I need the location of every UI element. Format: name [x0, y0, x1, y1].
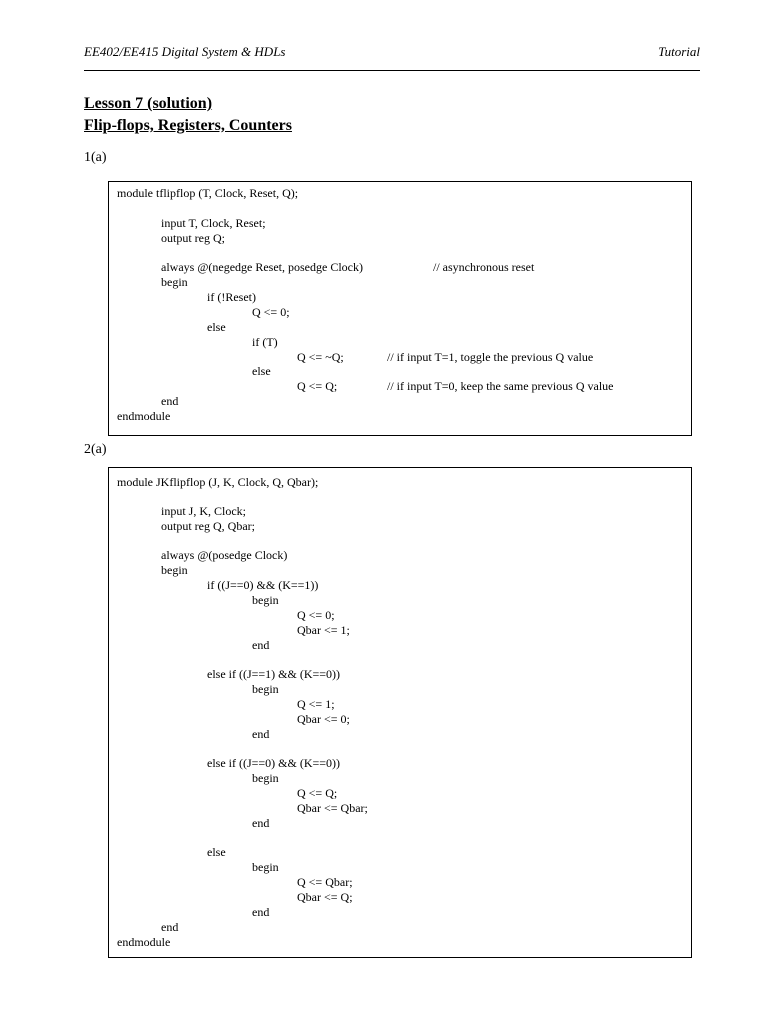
code-line: Q <= Q;	[297, 379, 338, 393]
code-comment: // asynchronous reset	[433, 260, 535, 274]
code-line: module tflipflop (T, Clock, Reset, Q);	[117, 186, 299, 200]
jkflipflop-code-box	[108, 467, 692, 958]
code-line: end	[252, 727, 270, 741]
code-line: output reg Q, Qbar;	[161, 519, 255, 533]
code-line: endmodule	[117, 935, 171, 949]
code-line: end	[161, 920, 179, 934]
code-line: else	[207, 320, 226, 334]
code-line: else	[252, 364, 271, 378]
code-line: begin	[252, 593, 279, 607]
code-line: input J, K, Clock;	[161, 504, 247, 518]
code-line: Qbar <= 1;	[297, 623, 350, 637]
code-line: input T, Clock, Reset;	[161, 216, 266, 230]
code-comment: // if input T=1, toggle the previous Q value	[387, 350, 594, 364]
code-line: output reg Q;	[161, 231, 225, 245]
code-line: Qbar <= 0;	[297, 712, 350, 726]
code-line: Q <= 0;	[297, 608, 335, 622]
tflipflop-code-box	[108, 181, 692, 436]
question-2a-label: 2(a)	[84, 442, 107, 457]
code-line: if (T)	[252, 335, 278, 349]
lesson-title: Lesson 7 (solution)	[84, 95, 213, 112]
course-title: EE402/EE415 Digital System & HDLs	[84, 44, 286, 59]
code-line: always @(posedge Clock)	[161, 548, 288, 562]
code-line: end	[252, 638, 270, 652]
code-line: Q <= Q;	[297, 786, 338, 800]
code-line: else if ((J==1) && (K==0))	[207, 667, 341, 681]
question-1a-label: 1(a)	[84, 150, 107, 165]
code-line: Qbar <= Q;	[297, 890, 353, 904]
code-line: endmodule	[117, 409, 171, 423]
code-line: end	[161, 394, 179, 408]
code-line: if (!Reset)	[207, 290, 256, 304]
code-line: module JKflipflop (J, K, Clock, Q, Qbar);	[117, 475, 319, 489]
code-line: end	[252, 816, 270, 830]
code-line: Q <= ~Q;	[297, 350, 344, 364]
code-line: else if ((J==0) && (K==0))	[207, 756, 341, 770]
topic-title: Flip-flops, Registers, Counters	[84, 117, 292, 134]
code-line: Q <= Qbar;	[297, 875, 353, 889]
code-line: Q <= 1;	[297, 697, 335, 711]
code-comment: // if input T=0, keep the same previous Q value	[387, 379, 614, 393]
code-line: else	[207, 845, 226, 859]
header-divider	[84, 70, 700, 71]
code-line: begin	[252, 860, 279, 874]
code-line: Qbar <= Qbar;	[297, 801, 368, 815]
code-line: end	[252, 905, 270, 919]
code-line: begin	[161, 563, 188, 577]
code-line: if ((J==0) && (K==1))	[207, 578, 319, 592]
code-line: begin	[252, 682, 279, 696]
code-line: Q <= 0;	[252, 305, 290, 319]
code-line: begin	[161, 275, 188, 289]
code-line: always @(negedge Reset, posedge Clock)	[161, 260, 363, 274]
code-line: begin	[252, 771, 279, 785]
document-type: Tutorial	[658, 44, 700, 59]
